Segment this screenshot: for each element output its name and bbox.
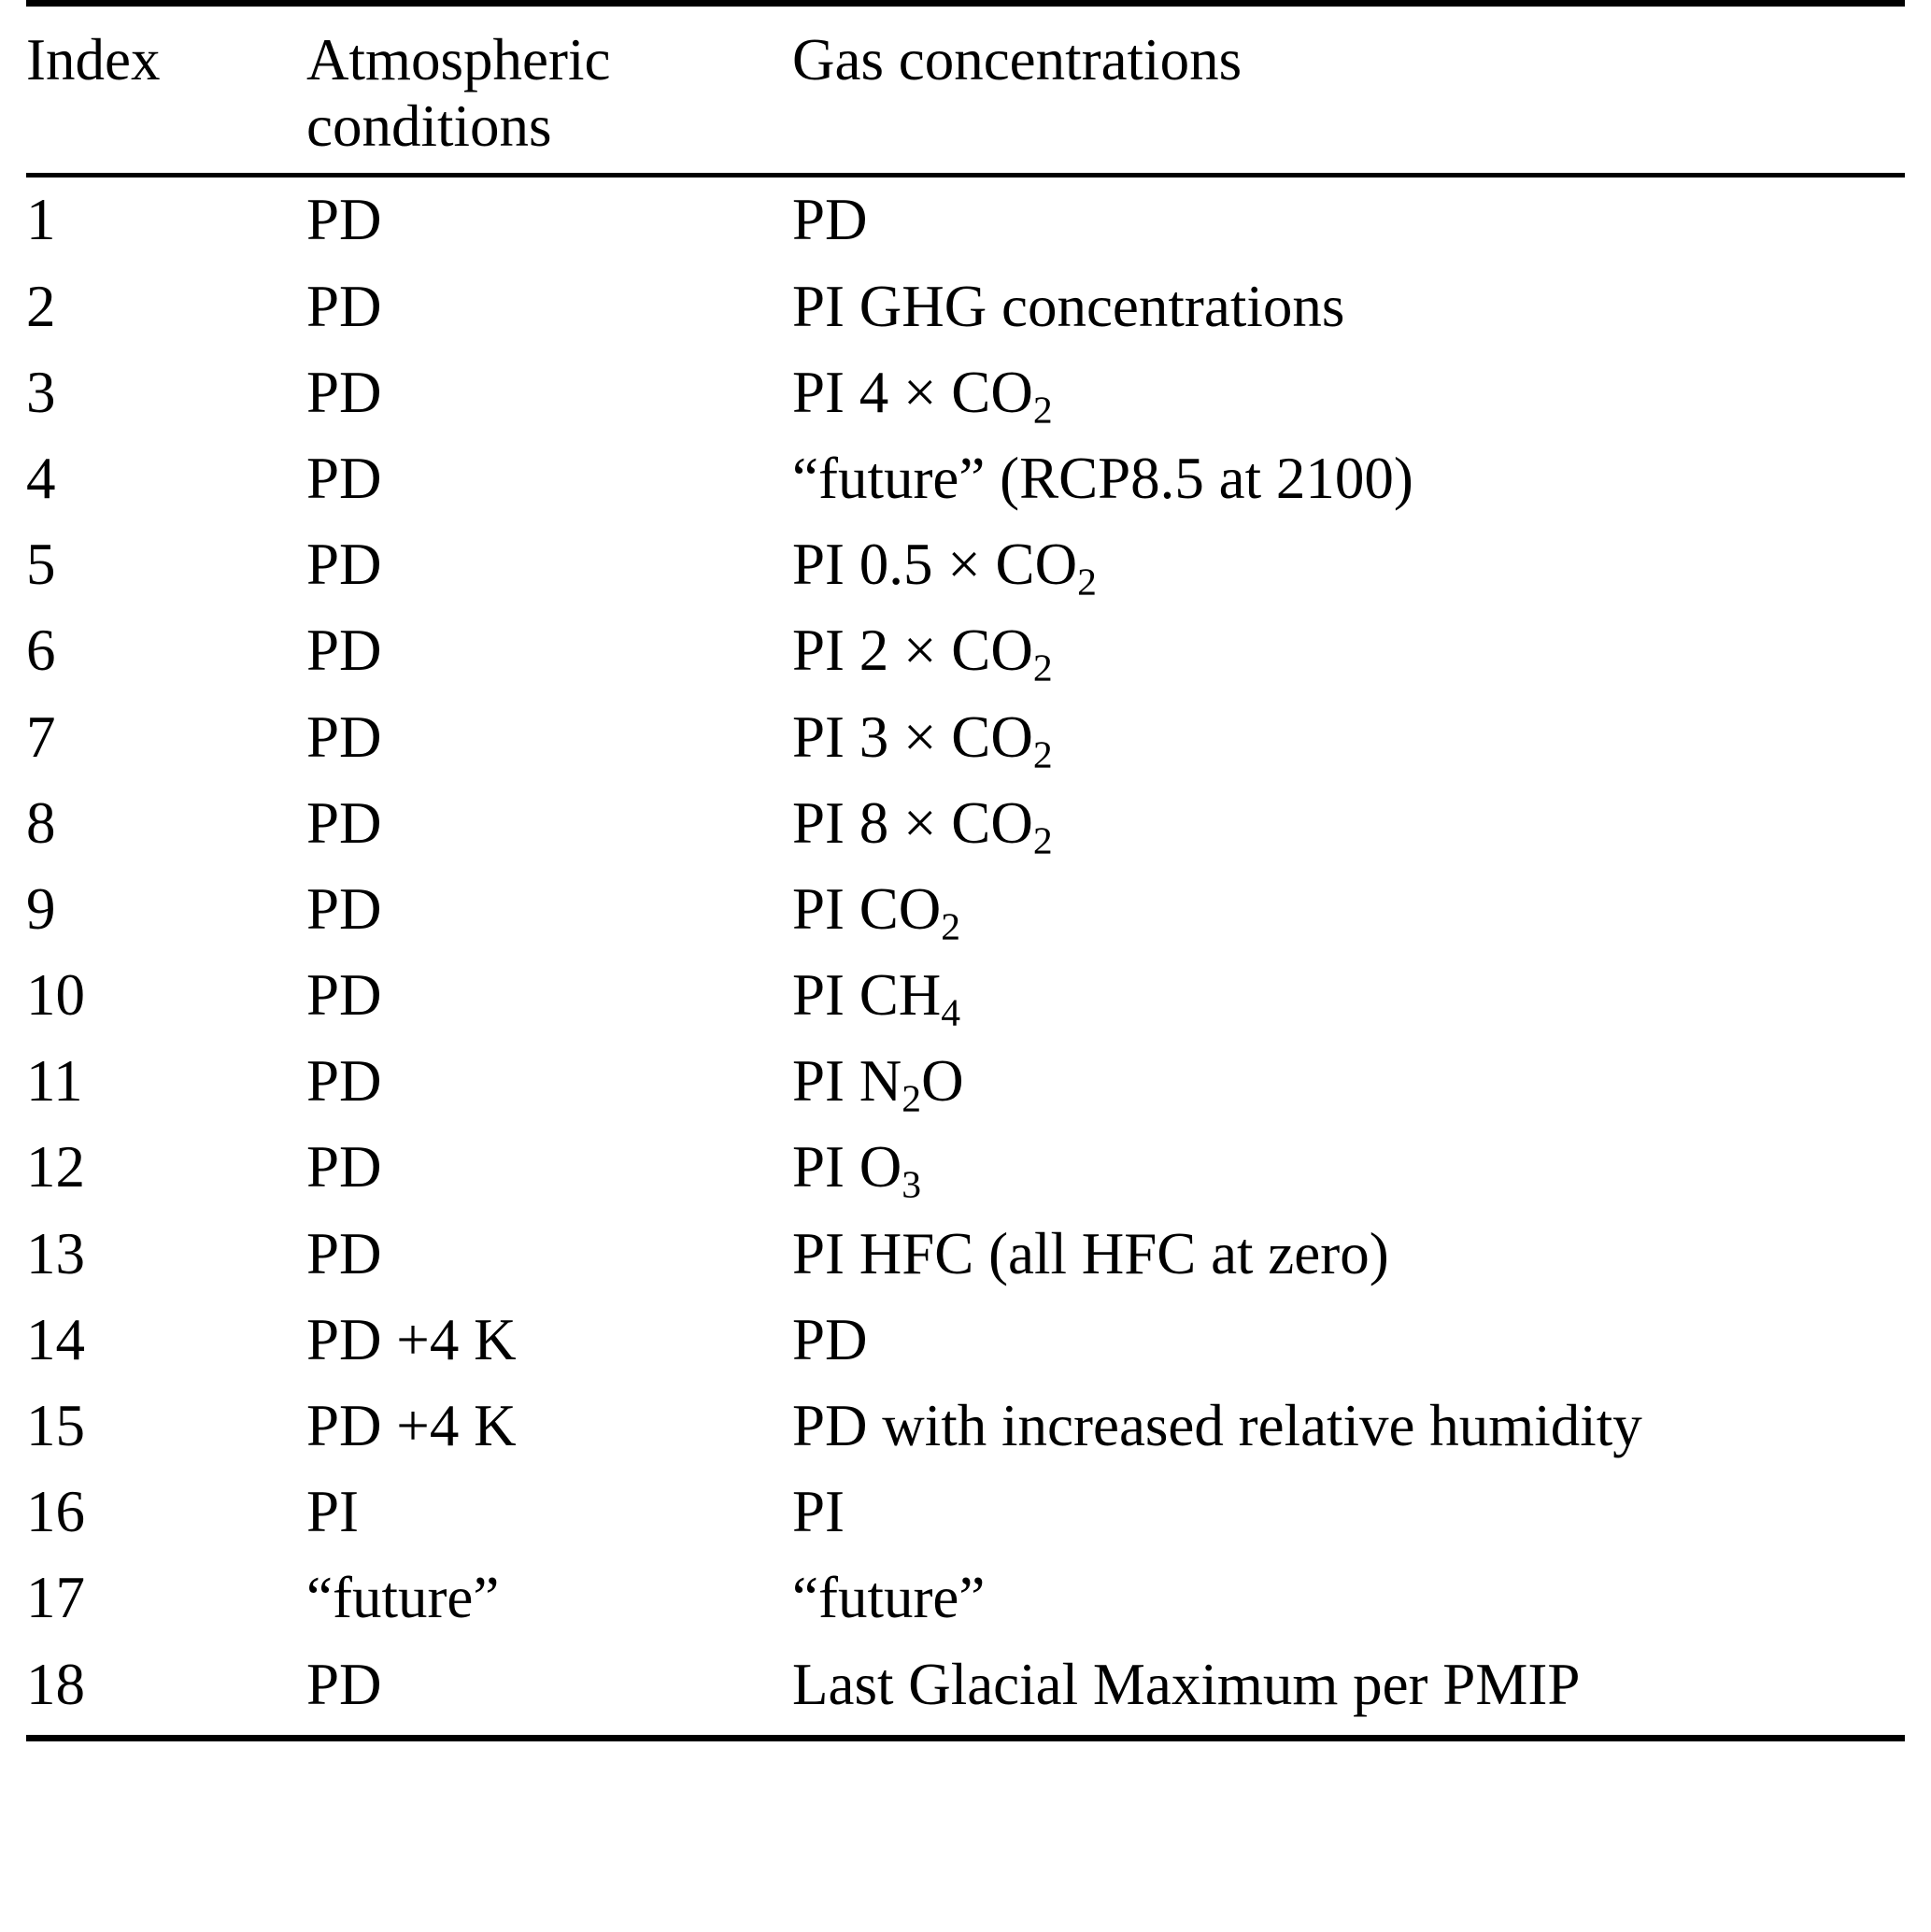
cell-gas-concentrations: PI $8 \times CO_2$ bbox=[792, 789, 1053, 862]
table-row bbox=[26, 1384, 1905, 1470]
cell-gas-concentrations: PI bbox=[792, 1479, 845, 1545]
cell-gas-concentrations: “future” (RCP8.5 at 2100) bbox=[792, 445, 1413, 511]
cell-index: 12 bbox=[26, 1134, 85, 1200]
cell-gas-concentrations: Last Glacial Maximum per PMIP bbox=[792, 1642, 1905, 1739]
cell-atmospheric-conditions: PD bbox=[306, 1642, 792, 1739]
cell-atmospheric-conditions: PD bbox=[306, 1220, 382, 1286]
cell-atmospheric-conditions: PD bbox=[306, 789, 382, 856]
table-header bbox=[26, 4, 1905, 176]
column-header-conditions-label: Atmospheric conditions bbox=[306, 27, 611, 160]
cell-atmospheric-conditions: PD bbox=[306, 875, 382, 942]
column-header-gas-label: Gas concentrations bbox=[792, 27, 1242, 92]
table-row bbox=[26, 1642, 1905, 1739]
cell-index: 2 bbox=[26, 273, 56, 339]
cell-gas-concentrations: PI $CH_4$ bbox=[792, 962, 961, 1034]
table-row bbox=[26, 1556, 1905, 1641]
cell-gas-concentrations: PI $CO_2$ bbox=[792, 875, 961, 948]
cell-atmospheric-conditions: “future” bbox=[306, 1565, 500, 1631]
cell-atmospheric-conditions: PD bbox=[306, 445, 382, 511]
table-row bbox=[26, 1125, 1905, 1211]
cell-atmospheric-conditions: PD bbox=[306, 703, 382, 770]
table-row bbox=[26, 781, 1905, 867]
column-header-index bbox=[26, 4, 306, 176]
table-row bbox=[26, 264, 1905, 350]
cell-index: 4 bbox=[26, 445, 56, 511]
cell-gas-concentrations: PI $3 \times CO_2$ bbox=[792, 703, 1053, 776]
cell-gas-concentrations: PD bbox=[792, 1306, 868, 1372]
table-row bbox=[26, 176, 1905, 264]
table-row bbox=[26, 1039, 1905, 1125]
cell-gas-concentrations: PD bbox=[792, 187, 868, 253]
cell-atmospheric-conditions: PD bbox=[306, 273, 382, 339]
cell-index: 10 bbox=[26, 962, 85, 1029]
cell-atmospheric-conditions: PD bbox=[306, 1048, 382, 1115]
cell-gas-concentrations: PI HFC (all HFC at zero) bbox=[792, 1220, 1389, 1286]
cell-atmospheric-conditions: PD +4 K bbox=[306, 1393, 517, 1458]
cell-gas-concentrations: PI GHG concentrations bbox=[792, 273, 1345, 339]
cell-index: 8 bbox=[26, 789, 56, 856]
experiments-table bbox=[26, 0, 1905, 1741]
table-row bbox=[26, 953, 1905, 1039]
table-row bbox=[26, 695, 1905, 781]
cell-index: 6 bbox=[26, 618, 56, 684]
cell-atmospheric-conditions: PI bbox=[306, 1479, 360, 1545]
table-row bbox=[26, 522, 1905, 608]
cell-gas-concentrations: “future” bbox=[792, 1565, 986, 1631]
cell-atmospheric-conditions: PD bbox=[306, 187, 382, 253]
cell-atmospheric-conditions: PD bbox=[306, 962, 382, 1029]
table-row bbox=[26, 608, 1905, 694]
table-row bbox=[26, 436, 1905, 522]
cell-index: 14 bbox=[26, 1306, 85, 1372]
cell-gas-concentrations: PI $4 \times CO_2$ bbox=[792, 359, 1053, 432]
cell-gas-concentrations: PI $N_2O$ bbox=[792, 1048, 964, 1120]
cell-atmospheric-conditions: PD bbox=[306, 1134, 382, 1200]
cell-gas-concentrations: PI $O_3$ bbox=[792, 1134, 922, 1207]
cell-atmospheric-conditions: PD bbox=[306, 618, 382, 684]
cell-atmospheric-conditions: PD bbox=[306, 532, 382, 598]
cell-index: 1 bbox=[26, 187, 56, 253]
cell-atmospheric-conditions: PD +4 K bbox=[306, 1306, 517, 1372]
cell-index: 16 bbox=[26, 1479, 85, 1545]
table-row bbox=[26, 1470, 1905, 1556]
cell-index: 9 bbox=[26, 875, 56, 942]
column-header-conditions bbox=[306, 4, 792, 176]
cell-index: 13 bbox=[26, 1220, 85, 1286]
cell-index: 5 bbox=[26, 532, 56, 598]
cell-atmospheric-conditions: PD bbox=[306, 359, 382, 425]
cell-index: 18 bbox=[26, 1642, 306, 1739]
table-row bbox=[26, 350, 1905, 436]
cell-index: 7 bbox=[26, 703, 56, 770]
column-header-index-label: Index bbox=[26, 27, 161, 92]
cell-index: 3 bbox=[26, 359, 56, 425]
cell-gas-concentrations: PD with increased relative humidity bbox=[792, 1393, 1642, 1458]
table-row bbox=[26, 1212, 1905, 1298]
table-row bbox=[26, 1298, 1905, 1384]
table-row bbox=[26, 867, 1905, 953]
cell-index: 11 bbox=[26, 1048, 83, 1115]
cell-gas-concentrations: PI $2 \times CO_2$ bbox=[792, 618, 1053, 689]
cell-index: 17 bbox=[26, 1565, 85, 1631]
column-header-gas bbox=[792, 4, 1905, 176]
table-body bbox=[26, 176, 1905, 1738]
cell-index: 15 bbox=[26, 1393, 85, 1458]
cell-gas-concentrations: PI $0.5 \times CO_2$ bbox=[792, 532, 1097, 604]
